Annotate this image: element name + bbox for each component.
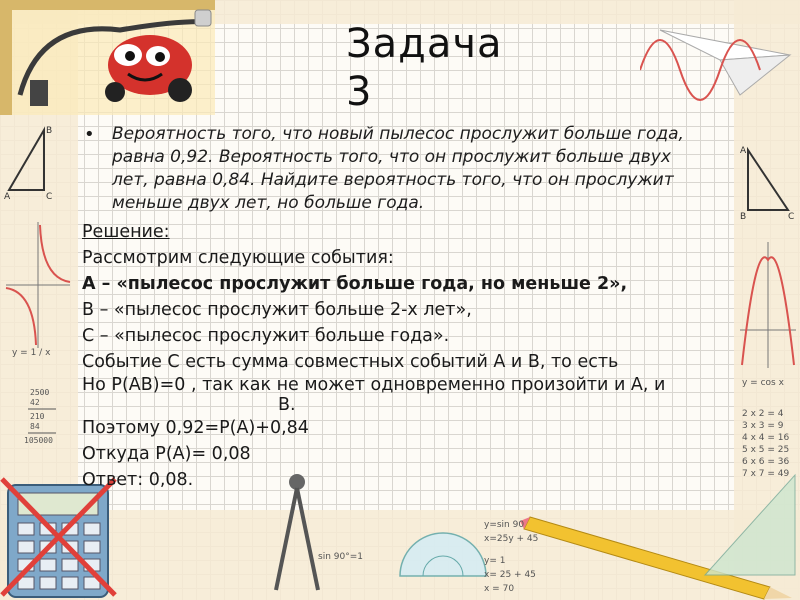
mult-row: 7 x 7 = 49 bbox=[742, 469, 790, 479]
sine-formula: y=sin 90 bbox=[484, 520, 525, 530]
cosine-graph-icon bbox=[738, 240, 798, 370]
solution-label: Решение: bbox=[82, 222, 170, 242]
independence-line-cont: В. bbox=[278, 395, 296, 415]
y-formula: y= 1 bbox=[484, 556, 506, 566]
svg-text:C: C bbox=[788, 212, 795, 222]
bullet-marker: • bbox=[84, 124, 95, 145]
arithmetic-icon bbox=[10, 385, 60, 445]
sin90-formula: sin 90°=1 bbox=[318, 552, 363, 562]
right-formula: y = cos x bbox=[742, 378, 784, 388]
slide-content bbox=[82, 123, 722, 493]
svg-text:84: 84 bbox=[30, 422, 40, 431]
svg-text:A: A bbox=[740, 146, 747, 156]
calculator-icon bbox=[0, 475, 120, 600]
svg-text:42: 42 bbox=[30, 398, 40, 407]
svg-text:2500: 2500 bbox=[30, 388, 50, 397]
svg-text:105000: 105000 bbox=[24, 436, 53, 445]
linear-formula: x=25y + 45 bbox=[484, 534, 539, 544]
mult-row: 2 x 2 = 4 bbox=[742, 409, 784, 419]
svg-text:C: C bbox=[46, 192, 53, 202]
vacuum-cleaner-icon bbox=[0, 0, 215, 115]
left-formula: y = 1 / x bbox=[12, 348, 51, 358]
x-formula: x = 70 bbox=[484, 584, 515, 594]
mult-row: 5 x 5 = 25 bbox=[742, 445, 790, 455]
mult-row: 6 x 6 = 36 bbox=[742, 457, 790, 467]
sum-formula: x= 25 + 45 bbox=[484, 570, 536, 580]
svg-text:210: 210 bbox=[30, 412, 45, 421]
event-b-definition: В – «пылесос прослужит больше 2-х лет», bbox=[82, 300, 472, 320]
mult-row: 4 x 4 = 16 bbox=[742, 433, 790, 443]
sum-of-events-line: Событие С есть сумма совместных событий А и В, то есть bbox=[82, 352, 619, 372]
mult-row: 3 x 3 = 9 bbox=[742, 421, 784, 431]
hyperbola-graph-icon bbox=[4, 220, 72, 350]
problem-bullet-row bbox=[82, 123, 722, 215]
protractor-icon bbox=[398, 528, 488, 578]
slide-title: Задача 3 bbox=[346, 21, 503, 115]
svg-text:A: A bbox=[4, 192, 11, 202]
svg-text:B: B bbox=[46, 126, 53, 136]
solution-line-1: Рассмотрим следующие события: bbox=[82, 248, 394, 268]
event-c-definition: С – «пылесос прослужит больше года». bbox=[82, 326, 450, 346]
paper-plane-icon bbox=[640, 0, 800, 120]
independence-line: Но P(AB)=0 , так как не может одновременно произойти и А, и bbox=[82, 375, 666, 395]
answer-line: Ответ: 0,08. bbox=[82, 470, 194, 490]
problem-statement: Вероятность того, что новый пылесос прослужит больше года, равна 0,92. Вероятность того, что он прослужит больше двух лет, равна 0,84. Найдите вероятность того, что он прослужит меньше двух лет, но больше года. bbox=[112, 124, 684, 213]
svg-text:B: B bbox=[740, 212, 747, 222]
equation-line: Поэтому 0,92=P(A)+0,84 bbox=[82, 418, 309, 438]
event-a-definition: А – «пылесос прослужит больше года, но меньше 2», bbox=[82, 274, 628, 294]
triangle-icon bbox=[4, 125, 64, 205]
right-triangle-icon bbox=[738, 145, 798, 225]
result-line: Откуда P(A)= 0,08 bbox=[82, 444, 251, 464]
